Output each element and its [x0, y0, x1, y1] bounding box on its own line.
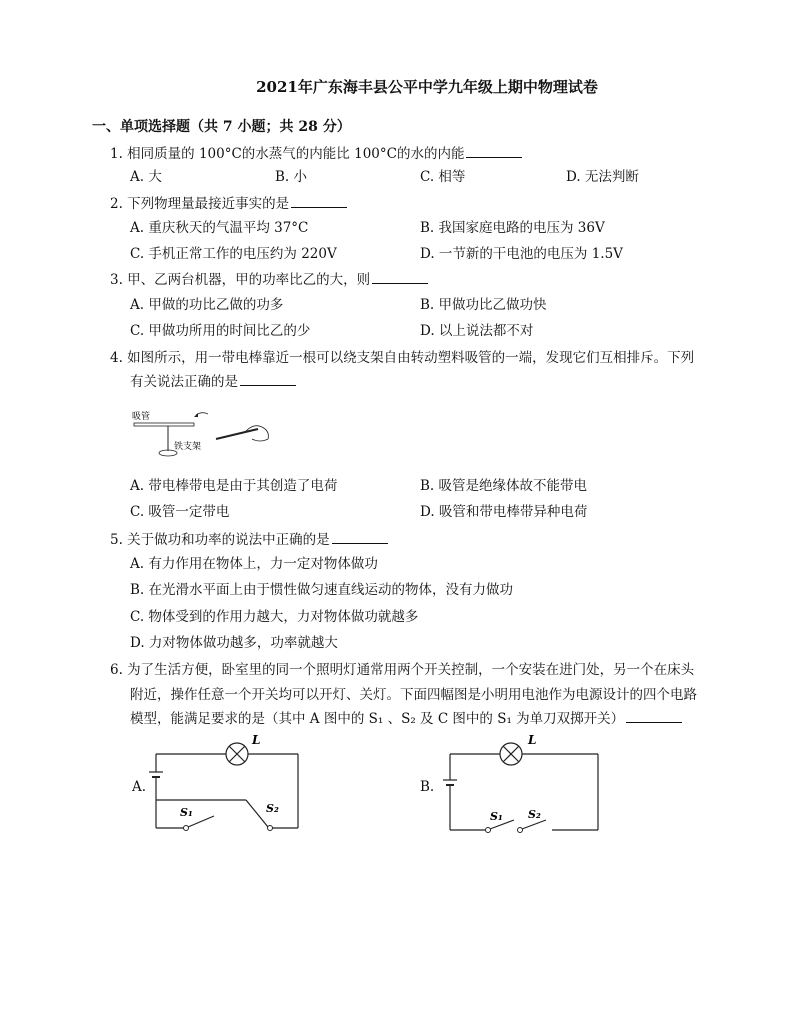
question-6-stem-line2: 附近，操作任意一个开关均可以开灯、关灯。下面四幅图是小明用电池作为电源设计的四个电路 — [130, 687, 697, 703]
answer-blank — [291, 195, 347, 208]
circuit-a-option-label: A. — [132, 779, 147, 795]
q5-option-a: A. 有力作用在物体上，力一定对物体做功 — [130, 556, 378, 572]
q3-option-b: B. 甲做功比乙做功快 — [420, 297, 547, 313]
question-1-stem: 1. 相同质量的 100°C的水蒸气的内能比 100°C的水的内能 — [110, 142, 522, 162]
question-4-stem-line1: 4. 如图所示，用一带电棒靠近一根可以绕支架自由转动塑料吸管的一端，发现它们互相排斥。下列 — [110, 350, 695, 366]
figure-label-stand: 铁支架 — [174, 442, 202, 452]
switch-2-blade — [246, 800, 268, 827]
question-6-stem-line1: 6. 为了生活方便，卧室里的同一个照明灯通常用两个开关控制，一个安装在进门处，另一个在床头 — [110, 662, 695, 678]
circuit-a-diagram — [148, 732, 308, 837]
q3-option-a: A. 甲做的功比乙做的功多 — [130, 297, 284, 313]
switch-1-label: S₁ — [180, 806, 193, 819]
switch-2-contact — [268, 826, 273, 831]
circuit-b-diagram — [440, 732, 605, 837]
section-heading: 一、单项选择题（共 7 小题；共 28 分） — [92, 119, 351, 135]
answer-blank — [466, 145, 522, 158]
question-4-stem-line2: 有关说法正确的是 — [130, 370, 296, 390]
q5-option-b: B. 在光滑水平面上由于惯性做匀速直线运动的物体，没有力做功 — [130, 582, 514, 598]
q4-option-d: D. 吸管和带电棒带异种电荷 — [420, 504, 588, 520]
lamp-label: L — [528, 733, 537, 747]
answer-blank — [332, 531, 388, 544]
switch-1-contact — [486, 828, 491, 833]
q2-option-a: A. 重庆秋天的气温平均 37°C — [130, 220, 309, 236]
switch-1-label: S₁ — [490, 810, 503, 823]
q4-option-c: C. 吸管一定带电 — [130, 504, 230, 520]
lamp-label: L — [252, 733, 261, 747]
q2-option-b: B. 我国家庭电路的电压为 36V — [420, 220, 605, 236]
switch-2-label: S₂ — [266, 802, 279, 815]
circuit-b-option-label: B. — [420, 779, 435, 795]
switch-2-label: S₂ — [528, 808, 541, 821]
q4-option-b: B. 吸管是绝缘体故不能带电 — [420, 478, 588, 494]
answer-blank — [626, 710, 682, 723]
q1-option-d: D. 无法判断 — [566, 169, 639, 185]
figure-label-straw: 吸管 — [132, 412, 151, 422]
question-2-stem: 2. 下列物理量最接近事实的是 — [110, 192, 347, 212]
q3-option-c: C. 甲做功所用的时间比乙的少 — [130, 323, 311, 339]
switch-1-contact — [184, 826, 189, 831]
answer-blank — [372, 271, 428, 284]
q1-option-a: A. 大 — [130, 169, 162, 185]
straw-figure — [128, 405, 278, 465]
straw — [134, 423, 194, 426]
q1-option-b: B. 小 — [275, 169, 308, 185]
answer-blank — [240, 373, 296, 386]
q5-option-c: C. 物体受到的作用力越大，力对物体做功就越多 — [130, 609, 419, 625]
question-3-stem: 3. 甲、乙两台机器，甲的功率比乙的大，则 — [110, 268, 428, 288]
q2-option-c: C. 手机正常工作的电压约为 220V — [130, 246, 337, 262]
charged-rod — [216, 429, 258, 439]
q5-option-d: D. 力对物体做功越多，功率就越大 — [130, 635, 338, 651]
q4-option-a: A. 带电棒带电是由于其创造了电荷 — [130, 478, 338, 494]
page-title: 2021年广东海丰县公平中学九年级上期中物理试卷 — [256, 78, 598, 96]
switch-2-contact — [518, 828, 523, 833]
switch-2-blade — [522, 820, 546, 829]
q2-option-d: D. 一节新的干电池的电压为 1.5V — [420, 246, 623, 262]
hand — [246, 426, 268, 441]
q1-option-c: C. 相等 — [420, 169, 466, 185]
question-6-stem-line3: 模型，能满足要求的是（其中 A 图中的 S₁ 、S₂ 及 C 图中的 S₁ 为单刀双掷开关） — [130, 707, 682, 727]
question-5-stem: 5. 关于做功和功率的说法中正确的是 — [110, 528, 388, 548]
q3-option-d: D. 以上说法都不对 — [420, 323, 534, 339]
